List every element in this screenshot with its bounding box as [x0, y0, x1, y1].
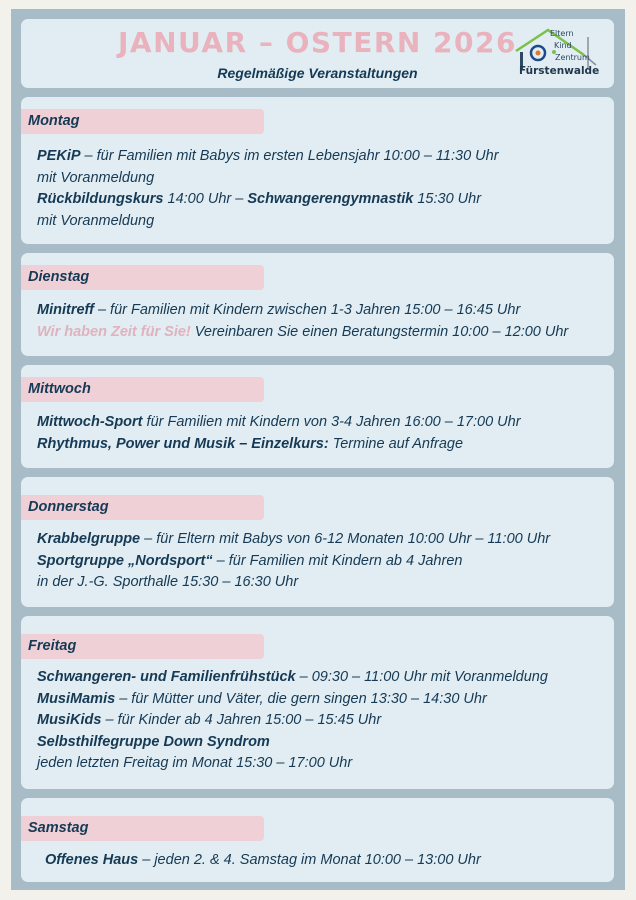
day-events-tuesday [37, 300, 610, 343]
day-label-saturday: Samstag [21, 816, 264, 841]
event-line: Mittwoch-Sport für Familien mit Kindern von 3-4 Jahren 16:00 – 17:00 Uhr [37, 414, 521, 430]
day-label-thursday: Donnerstag [21, 495, 264, 520]
event-line: Rhythmus, Power und Musik – Einzelkurs: Termine auf Anfrage [37, 435, 464, 452]
day-events-wednesday [37, 412, 610, 455]
day-card-tuesday [21, 253, 614, 356]
day-label-monday: Montag [21, 109, 264, 134]
event-line: Wir haben Zeit für Sie! Vereinbaren Sie einen Beratungstermin 10:00 – 12:00 Uhr [37, 323, 569, 340]
day-events-saturday [45, 850, 610, 872]
event-line: PEKiP – für Familien mit Babys im ersten Lebensjahr 10:00 – 11:30 Uhr [37, 148, 499, 164]
day-label-tuesday: Dienstag [21, 265, 264, 290]
logo-word-eltern: Eltern [550, 29, 574, 38]
event-line: Krabbelgruppe – für Eltern mit Babys von 6-12 Monaten 10:00 Uhr – 11:00 Uhr [37, 531, 551, 547]
header-card [21, 19, 614, 88]
page-title: JANUAR – OSTERN 2026 [118, 26, 517, 59]
day-label-wednesday: Mittwoch [21, 377, 264, 402]
event-line: jeden letzten Freitag im Monat 15:30 – 17:00 Uhr [37, 755, 353, 771]
event-line: Offenes Haus – jeden 2. & 4. Samstag im Monat 10:00 – 13:00 Uhr [45, 852, 481, 868]
day-events-friday [37, 667, 610, 775]
event-line: MusiKids – für Kinder ab 4 Jahren 15:00 – 15:45 Uhr [37, 712, 382, 728]
event-line: in der J.-G. Sporthalle 15:30 – 16:30 Uhr [37, 574, 299, 590]
day-events-thursday [37, 529, 610, 594]
day-label-friday: Freitag [21, 634, 264, 659]
event-line: Minitreff – für Familien mit Kindern zwischen 1-3 Jahren 15:00 – 16:45 Uhr [37, 302, 521, 318]
event-line: Schwangeren- und Familienfrühstück – 09:30 – 11:00 Uhr mit Voranmeldung [37, 669, 548, 685]
event-line: Sportgruppe „Nordsport“ – für Familien mit Kindern ab 4 Jahren [37, 552, 463, 569]
event-line: mit Voranmeldung [37, 212, 155, 229]
event-line: Rückbildungskurs 14:00 Uhr – Schwangerengymnastik 15:30 Uhr [37, 191, 482, 207]
day-card-saturday [21, 798, 614, 882]
day-card-thursday [21, 477, 614, 607]
event-line: mit Voranmeldung [37, 169, 155, 186]
day-card-monday [21, 97, 614, 244]
day-card-wednesday [21, 365, 614, 468]
event-line: Selbsthilfegruppe Down Syndrom [37, 733, 270, 750]
page-subtitle: Regelmäßige Veranstaltungen [217, 65, 418, 81]
day-events-monday [37, 146, 610, 232]
event-line: MusiMamis – für Mütter und Väter, die gern singen 13:30 – 14:30 Uhr [37, 690, 487, 707]
logo-word-city: Fürstenwalde [519, 65, 600, 77]
logo [514, 25, 602, 85]
day-card-friday [21, 616, 614, 789]
logo-word-kind: Kind [554, 41, 572, 50]
logo-word-zentrum: Zentrum [555, 53, 590, 62]
